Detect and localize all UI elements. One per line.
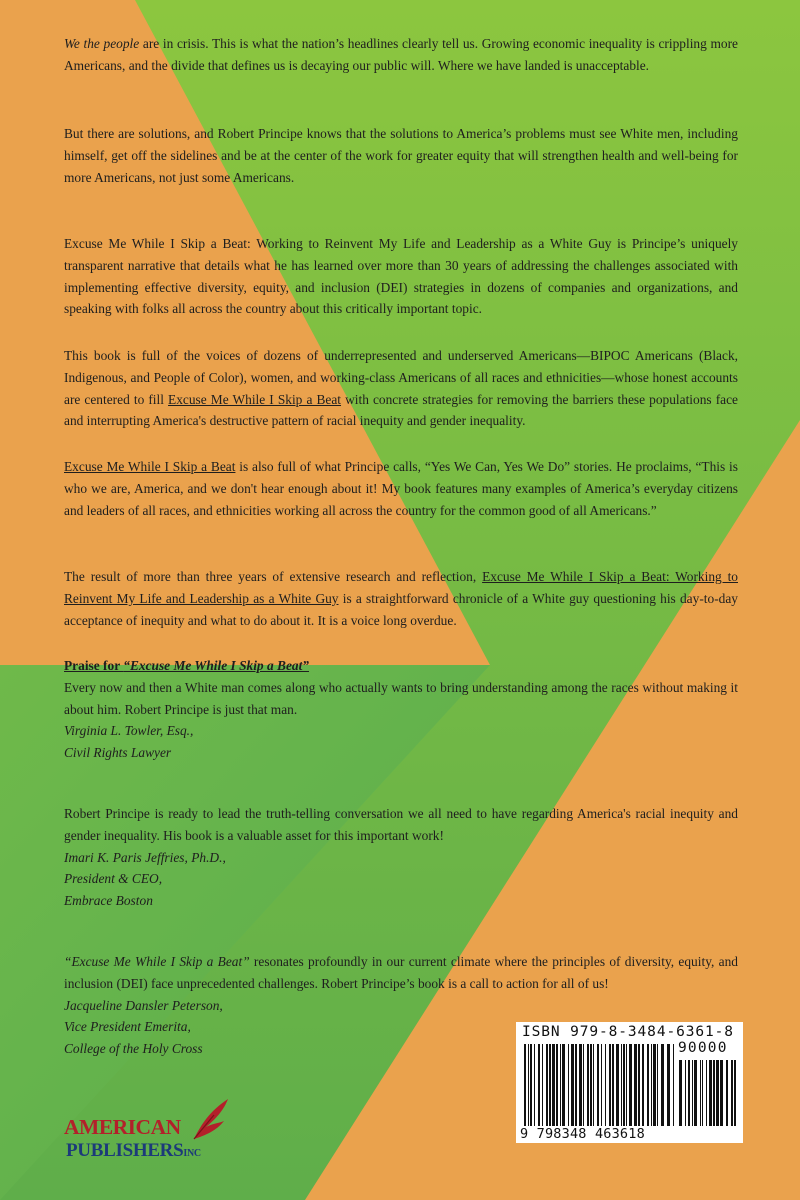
book-title-underlined: Excuse Me While I Skip a Beat [168,391,342,407]
barcode-bars-icon [524,1044,674,1126]
intro-paragraph [64,33,738,77]
praise-block-2 [64,803,738,912]
quote-3-author: Jacqueline Dansler Peterson, [64,997,223,1013]
praise-quote-2: Robert Principe is ready to lead the truth-telling conversation we all need to have regarding America's racial inequity and gender inequality. His book is a valuable asset for this important work! [64,806,738,843]
publisher-logo [64,1093,254,1173]
quote-1-author: Virginia L. Towler, Esq., [64,723,194,739]
intro-text: are in crisis. This is what the nation’s headlines clearly tell us. Growing economic inequality is crippling more Americans, and the divide that defines us is decaying our public will. Where we have landed is unacceptable. [64,36,738,73]
logo-publishers: PUBLISHERSINC [66,1140,201,1161]
praise-heading: Praise for “Excuse Me While I Skip a Beat” [64,658,309,673]
quote-1-role: Civil Rights Lawyer [64,745,172,761]
intro-lead: We the people [64,36,140,51]
logo-inc: INC [183,1148,201,1159]
praise-quote-1: Every now and then a White man comes along who actually wants to bring understanding among the races without making it about him. Robert Principe is just that man. [64,679,738,717]
isbn-barcode [516,1022,743,1143]
book-summary-paragraph: Excuse Me While I Skip a Beat: Working to Reinvent My Life and Leadership as a White Guy is Principe’s uniquely transparent narrative that details what he has learned over more than 30 years of addressing the challenges associated with implementing effective diversity, equity, and inclusion (DEI) strategies in dozens of companies and organizations, and speaking with folks all across the country about this critically important topic. [64,236,738,317]
quote-2-author: Imari K. Paris Jeffries, Ph.D., [64,849,226,865]
stories-paragraph: Excuse Me While I Skip a Beat is also full of what Principe calls, “Yes We Can, Yes We Do” stories. He proclaims, “This is who we are, America, and we don't hear enough about it! My book features many examples of America’s everyday citizens and leaders of all races, and ethnicities working all across the country for the common good of all Americans.” [64,459,738,518]
book-title-underlined: Excuse Me While I Skip a Beat: Working to Reinvent My Life and Leadership as a White Guy [64,569,738,606]
ean-digits: 9 798348 463618 [520,1126,645,1142]
quote-2-org: Embrace Boston [64,893,153,909]
voices-paragraph: This book is full of the voices of dozens of underrepresented and underserved Americans—BIPOC Americans (Black, Indigenous, and People of Color), women, and working-class Americans of all races and ethnicities—whose honest accounts are centered to fill Excuse Me While I Skip a Beat with concrete strategies for removing the barriers these populations face and interrupting America's destructive pattern of racial inequity and gender inequality. [64,348,738,429]
praise-quote-3: “Excuse Me While I Skip a Beat” resonates profoundly in our current climate where the principles of diversity, equity, and inclusion (DEI) face unprecedented challenges. Robert Principe’s book is a call to action for all of us! [64,954,738,991]
quote-3-role: Vice President Emerita, [64,1019,191,1035]
research-paragraph: The result of more than three years of extensive research and reflection, Excuse Me While I Skip a Beat: Working to Reinvent My Life and Leadership as a White Guy is a straightforward chronicle of a White guy questioning his day-to-day acceptance of inequity and what to do about it. It is a voice long overdue. [64,569,738,628]
logo-american: AMERICAN [64,1115,181,1139]
solutions-paragraph: But there are solutions, and Robert Principe knows that the solutions to America’s problems must see White men, including himself, get off the sidelines and be at the center of the work for greater equity that will strengthen health and well-being for more Americans, not just some Americans. [64,126,738,185]
quote-3-org: College of the Holy Cross [64,1041,203,1057]
price-code: 90000 [678,1040,728,1056]
praise-section [64,655,738,764]
isbn-label: ISBN 979-8-3484-6361-8 [522,1024,734,1040]
addon-barcode-bars-icon [679,1060,737,1126]
book-title-underlined: Excuse Me While I Skip a Beat [64,459,236,474]
quill-icon [184,1093,244,1143]
quote-2-role: President & CEO, [64,871,163,887]
